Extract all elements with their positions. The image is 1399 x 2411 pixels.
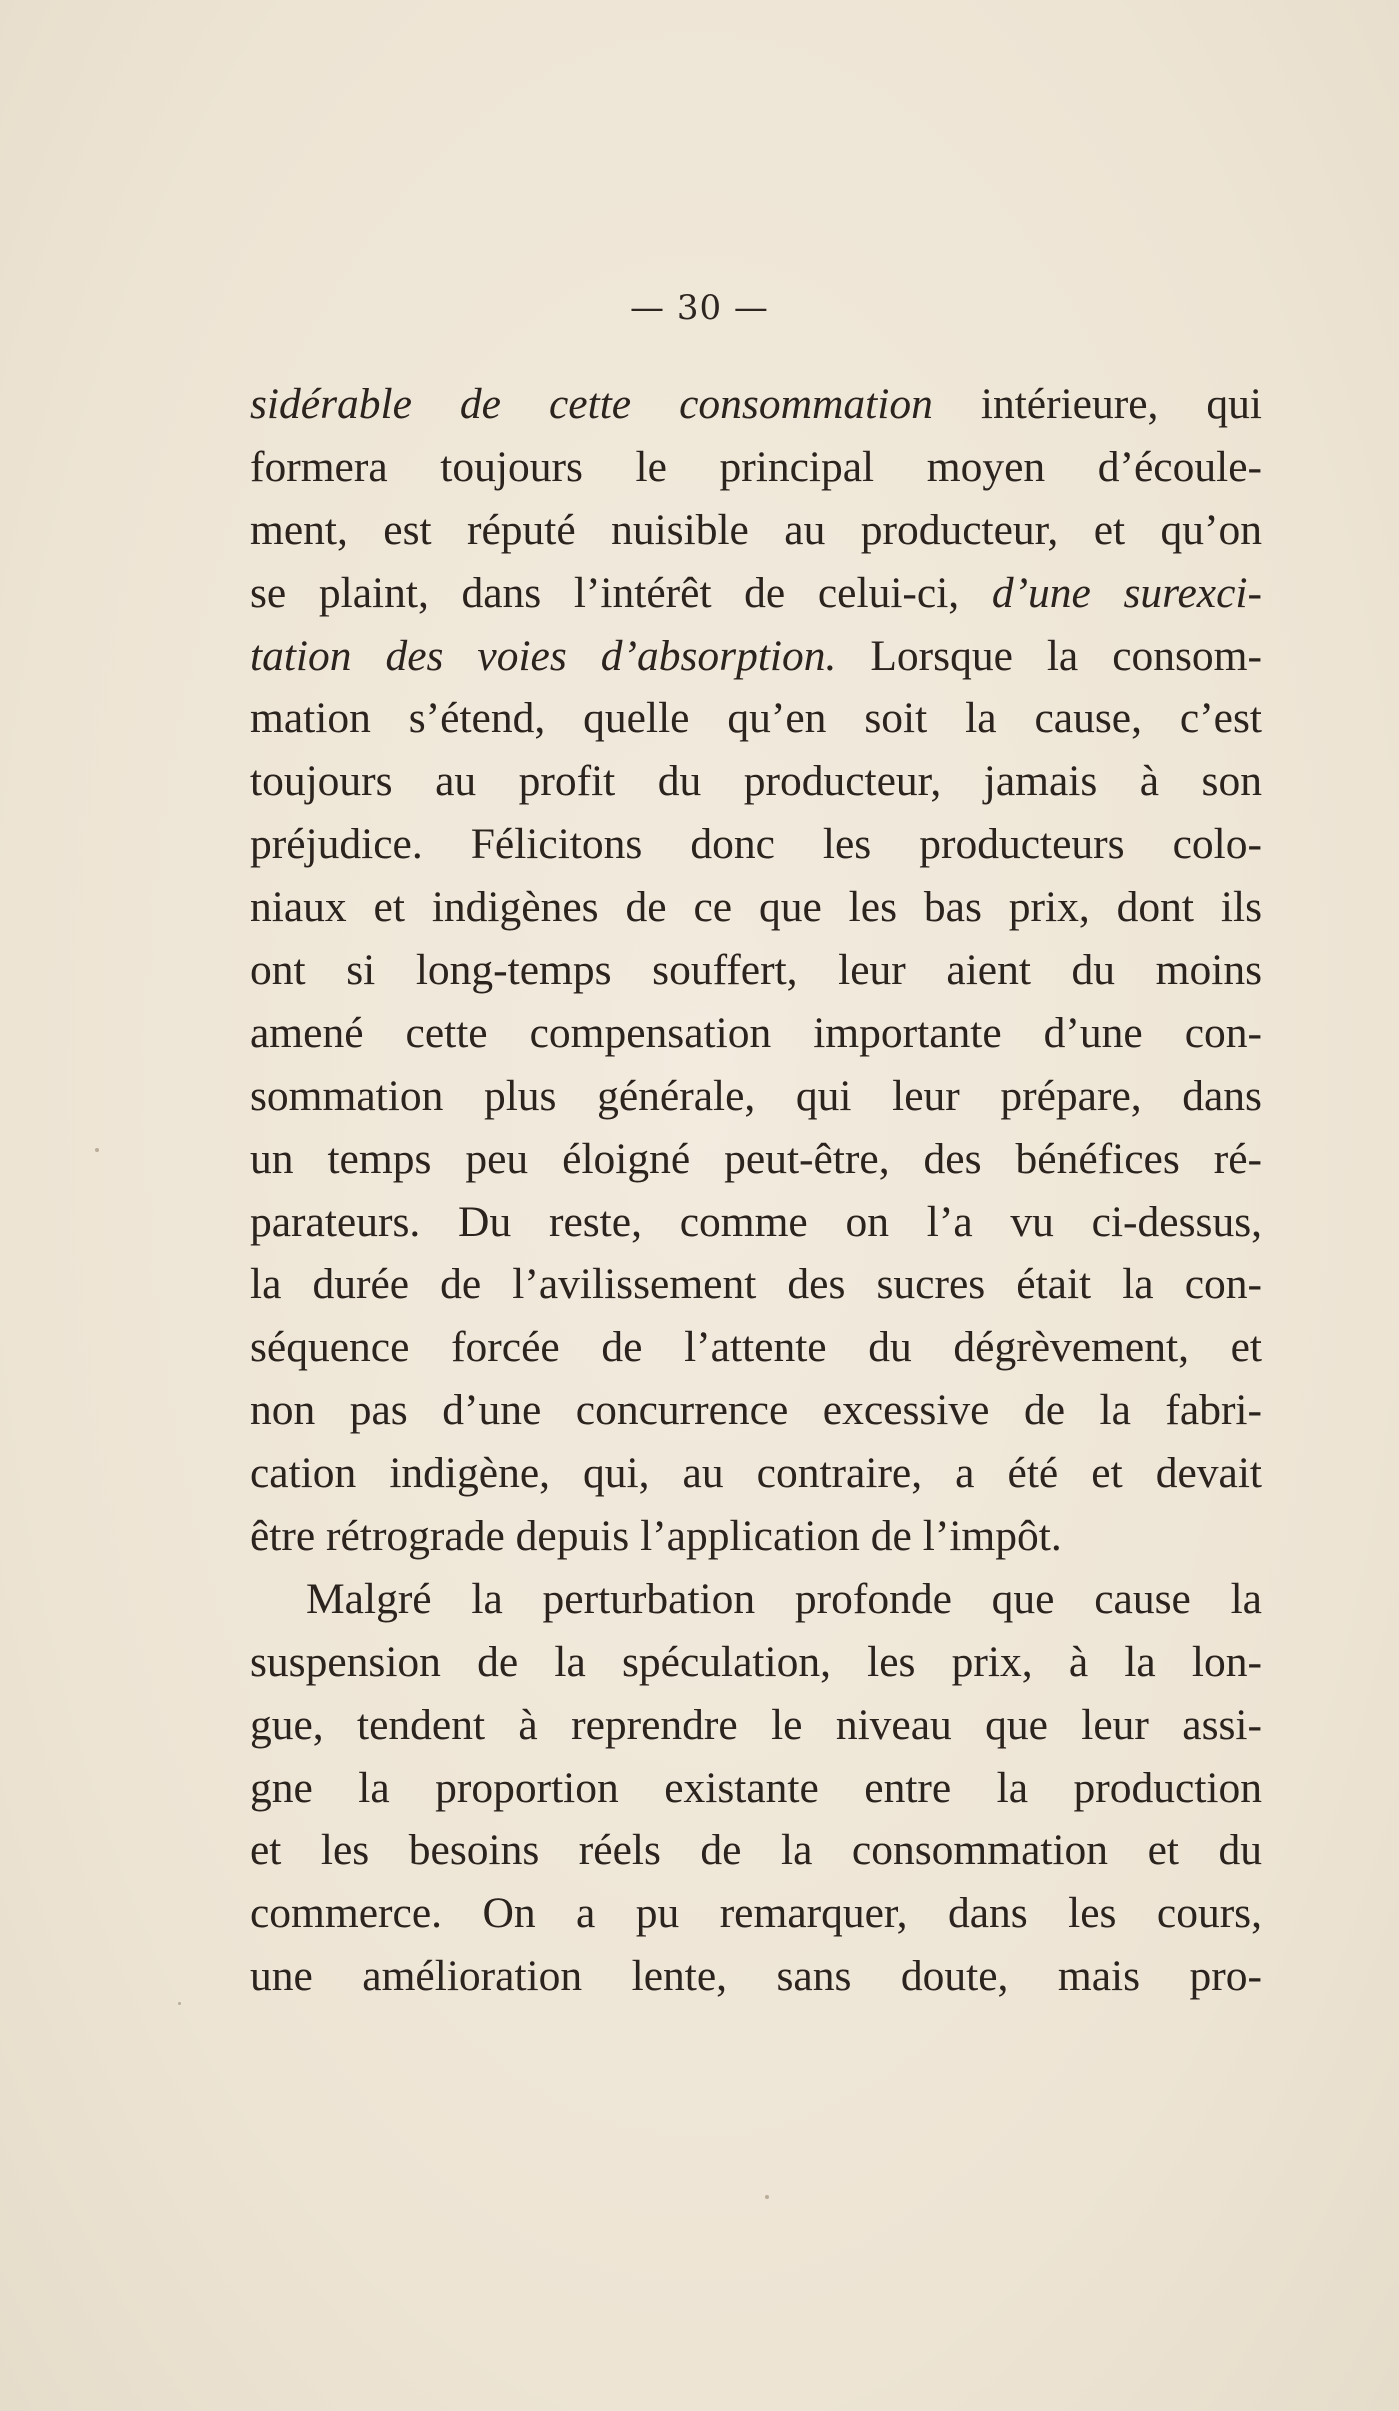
text-segment: parateurs. Du reste, comme on l’a vu ci-dessus,	[250, 1197, 1262, 1246]
text-segment: non pas d’une concurrence excessive de la fabri-	[250, 1386, 1262, 1435]
text-line	[250, 1002, 1262, 1065]
paper-speck	[95, 1148, 99, 1152]
text-segment: se plaint, dans l’intérêt de celui-ci,	[250, 568, 992, 617]
text-line	[250, 1757, 1262, 1820]
text-line	[250, 876, 1262, 939]
page-number: — 30 —	[630, 288, 769, 328]
text-segment: suspension de la spéculation, les prix, à la lon-	[250, 1637, 1262, 1686]
text-line	[250, 1191, 1262, 1254]
text-line	[250, 1568, 1262, 1631]
text-line	[250, 1128, 1262, 1191]
text-line	[250, 1694, 1262, 1757]
text-line	[250, 939, 1262, 1002]
text-segment: une amélioration lente, sans doute, mais pro-	[250, 1952, 1262, 2001]
text-line	[250, 499, 1262, 562]
text-line	[250, 1316, 1262, 1379]
text-segment: séquence forcée de l’attente du dégrèvement, et	[250, 1323, 1262, 1372]
paper-speck	[178, 2002, 181, 2005]
text-line	[250, 562, 1262, 625]
italic-text-segment: d’une surexci-	[991, 568, 1262, 617]
text-segment: sommation plus générale, qui leur prépare, dans	[250, 1071, 1262, 1120]
text-segment: niaux et indigènes de ce que les bas prix, dont ils	[250, 883, 1262, 932]
text-line	[250, 687, 1262, 750]
text-segment: mation s’étend, quelle qu’en soit la cause, c’est	[250, 694, 1262, 743]
text-line	[250, 1945, 1262, 2008]
text-segment: formera toujours le principal moyen d’écoule-	[250, 442, 1262, 491]
text-line	[250, 750, 1262, 813]
text-segment: un temps peu éloigné peut-être, des bénéfices ré-	[250, 1134, 1262, 1183]
text-line	[250, 1253, 1262, 1316]
text-line	[250, 1065, 1262, 1128]
text-segment: gue, tendent à reprendre le niveau que leur assi-	[250, 1700, 1262, 1749]
body-text	[250, 373, 1262, 2008]
text-segment: ment, est réputé nuisible au producteur, et qu’on	[250, 505, 1262, 554]
text-segment: gne la proportion existante entre la production	[250, 1763, 1262, 1812]
text-segment: toujours au profit du producteur, jamais à son	[250, 757, 1262, 806]
text-line	[250, 1379, 1262, 1442]
text-segment: Malgré la perturbation profonde que cause la	[306, 1574, 1262, 1623]
text-line	[250, 1631, 1262, 1694]
text-segment: cation indigène, qui, au contraire, a été et devait	[250, 1449, 1262, 1498]
italic-text-segment: tation des voies d’absorption.	[250, 631, 837, 680]
text-line	[250, 813, 1262, 876]
italic-text-segment: sidérable de cette consommation	[250, 380, 933, 428]
text-line	[250, 1505, 1262, 1568]
text-line	[250, 625, 1262, 688]
text-line	[250, 1819, 1262, 1882]
text-segment: amené cette compensation importante d’une con-	[250, 1008, 1262, 1057]
text-segment: préjudice. Félicitons donc les producteurs colo-	[250, 820, 1262, 869]
text-segment: et les besoins réels de la consommation et du	[250, 1826, 1262, 1875]
text-segment: intérieure, qui	[932, 380, 1262, 428]
text-segment: Lorsque la consom-	[836, 631, 1263, 680]
text-segment: la durée de l’avilissement des sucres était la con-	[250, 1260, 1262, 1309]
text-line	[250, 436, 1262, 499]
text-line	[250, 1442, 1262, 1505]
text-line	[250, 1882, 1262, 1945]
text-segment: être rétrograde depuis l’application de l’impôt.	[250, 1512, 1062, 1561]
paper-speck	[765, 2195, 769, 2199]
text-segment: ont si long-temps souffert, leur aient du moins	[250, 946, 1262, 995]
text-line	[250, 373, 1262, 436]
text-segment: commerce. On a pu remarquer, dans les cours,	[250, 1889, 1262, 1938]
